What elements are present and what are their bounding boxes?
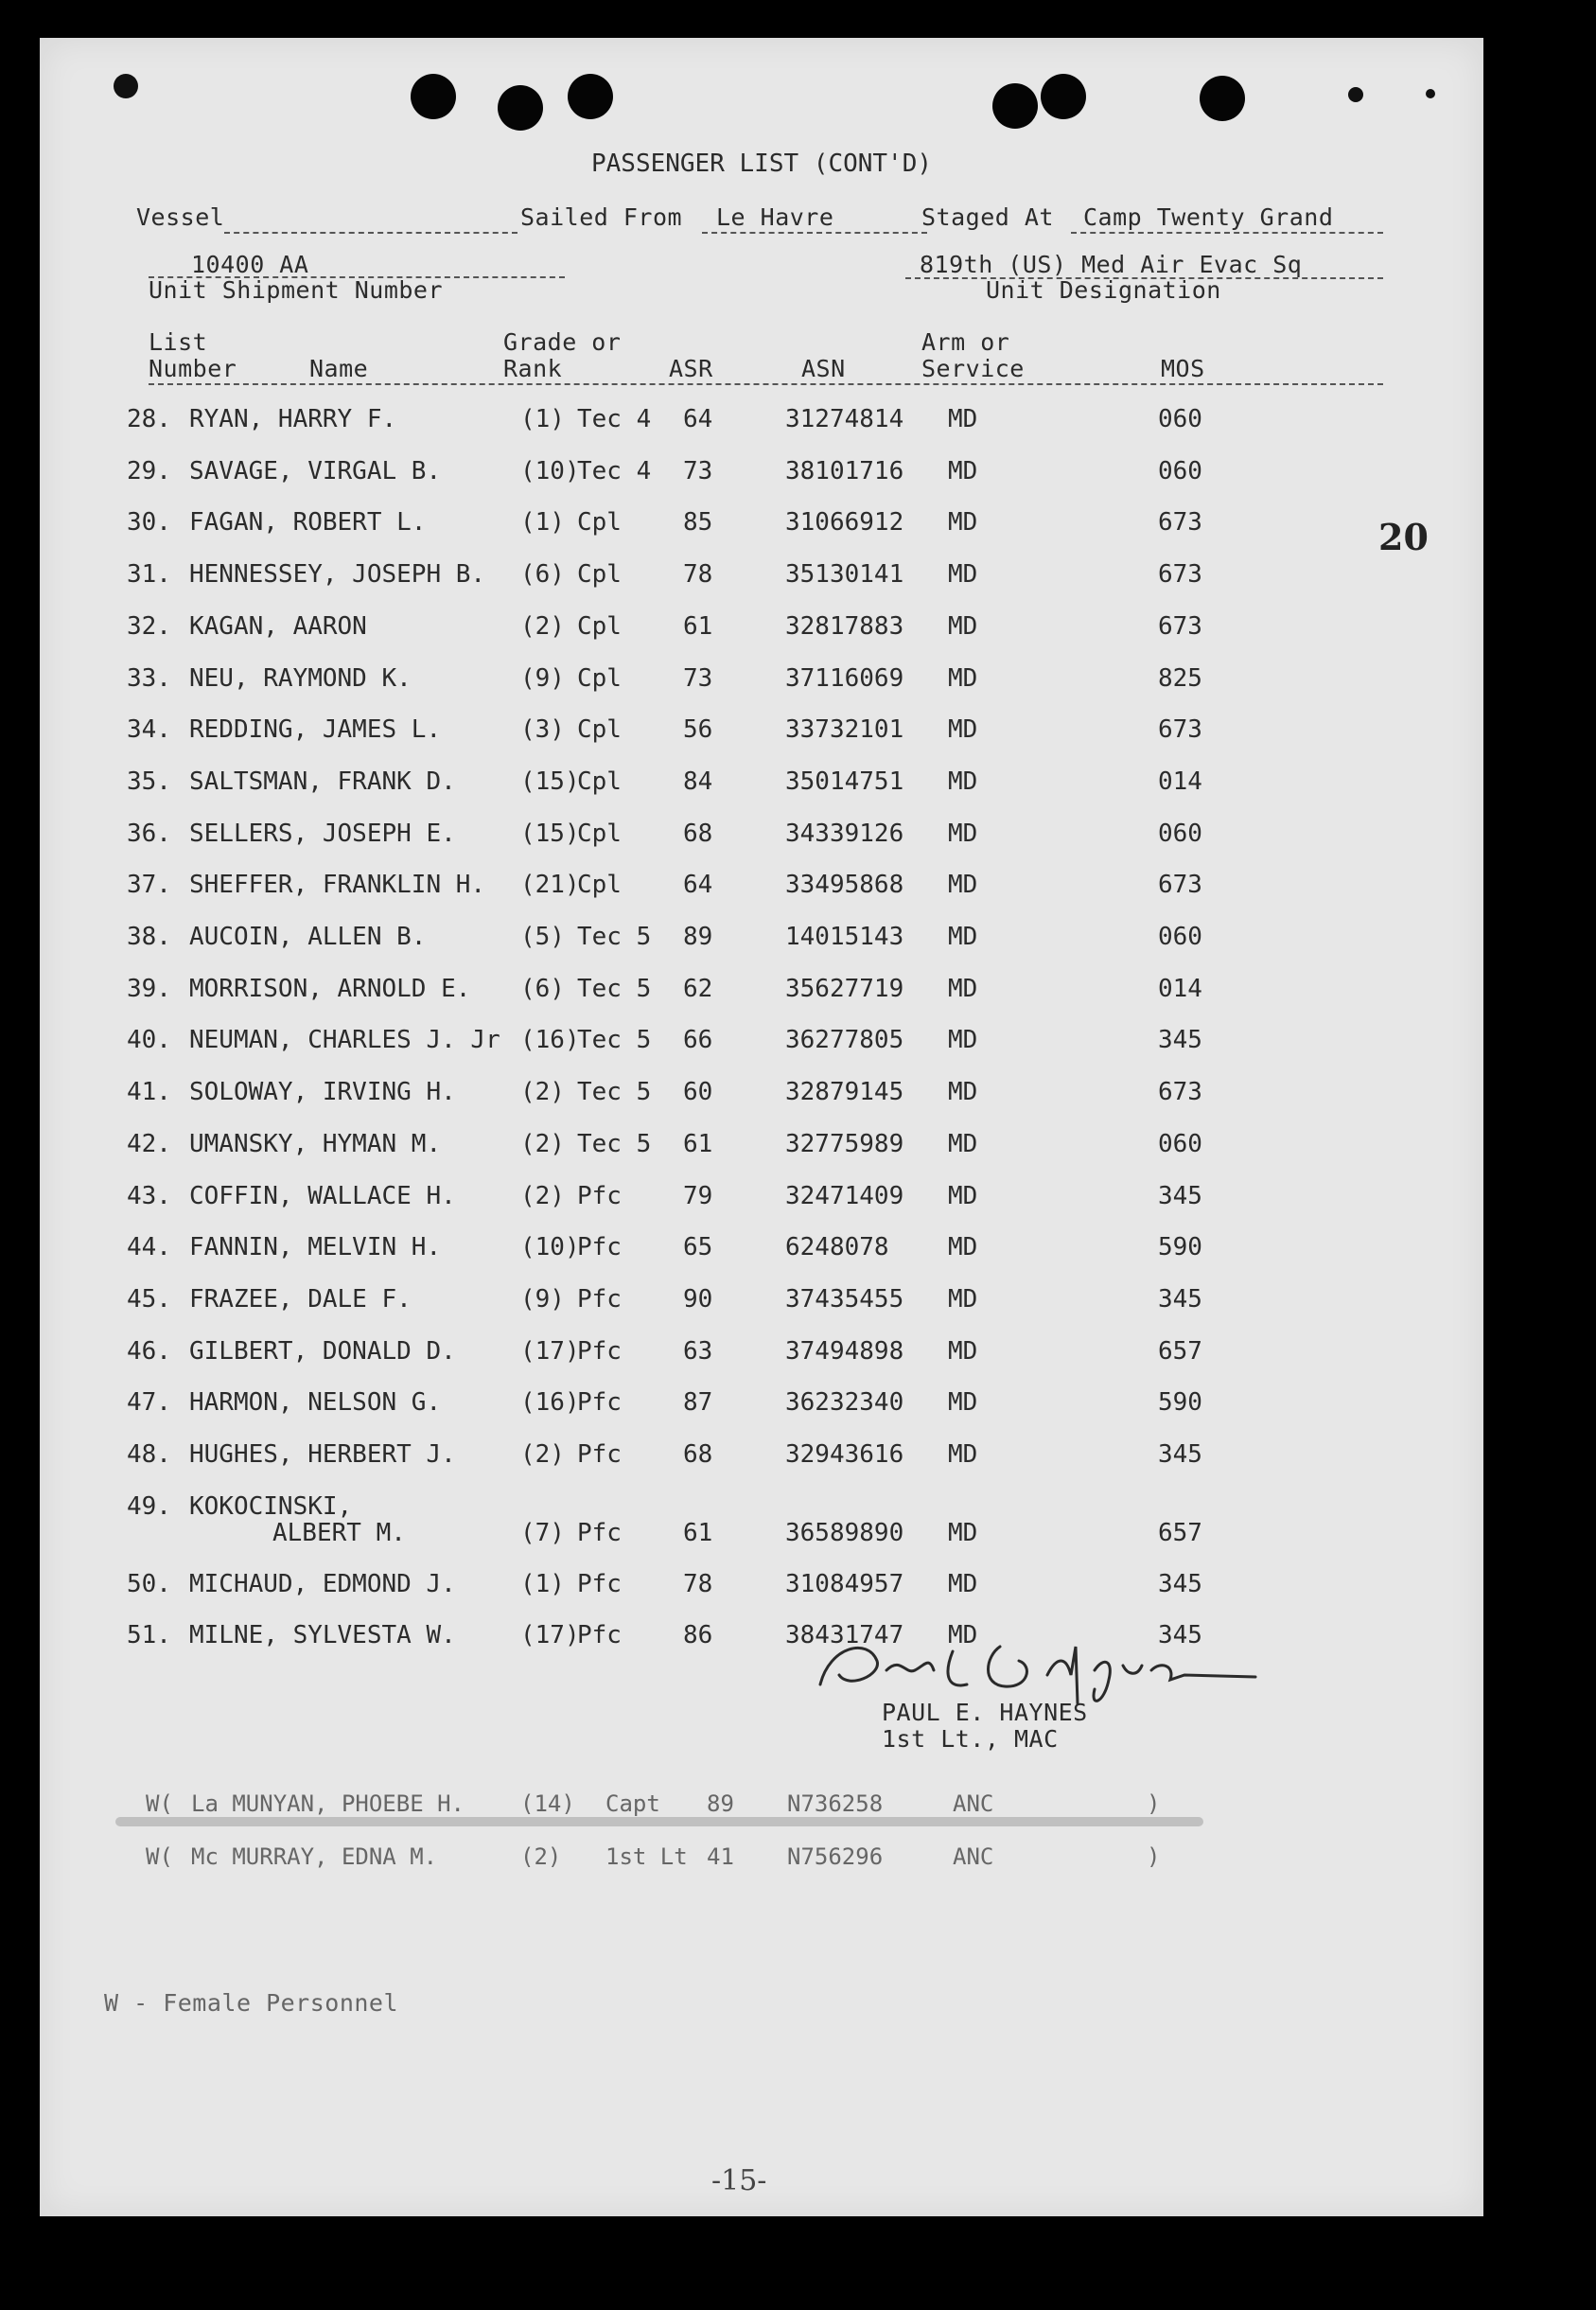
table-row xyxy=(40,975,1483,1013)
cell-asn: 32879145 xyxy=(785,1078,904,1107)
ink-speck xyxy=(114,74,138,98)
cell-grade: Pfc xyxy=(577,1440,622,1469)
table-row xyxy=(40,457,1483,495)
cell-paren: (10) xyxy=(520,1233,580,1262)
cell-asr: 60 xyxy=(683,1078,713,1107)
cell-grade: Pfc xyxy=(577,1181,622,1210)
cell-paren: (17) xyxy=(520,1336,580,1366)
table-row xyxy=(40,1440,1483,1478)
cell-arm: MD xyxy=(948,1233,978,1262)
cell-mos: 345 xyxy=(1158,1026,1202,1055)
footnote: W - Female Personnel xyxy=(104,1989,399,2017)
cell-name: RYAN, HARRY F. xyxy=(189,405,397,433)
female-cell-grade: 1st Lt xyxy=(605,1843,688,1870)
cell-paren: (1) xyxy=(520,508,565,538)
cell-num: 40. xyxy=(127,1026,171,1055)
cell-num: 32. xyxy=(127,611,171,641)
female-cell-asn: N736258 xyxy=(787,1790,884,1817)
cell-arm: MD xyxy=(948,1336,978,1366)
cell-asr: 61 xyxy=(683,611,713,641)
cell-num: 48. xyxy=(127,1440,171,1469)
passenger-name-continued: ALBERT M. xyxy=(272,1518,406,1547)
cell-num: 50. xyxy=(127,1569,171,1598)
cell-arm: MD xyxy=(948,871,978,900)
cell-asr: 64 xyxy=(683,871,713,900)
staged-at-label: Staged At xyxy=(921,203,1054,231)
cell-paren: (2) xyxy=(520,1129,565,1158)
cell-grade: Cpl xyxy=(577,663,622,693)
cell-asn: 37494898 xyxy=(785,1336,904,1366)
cell-num: 28. xyxy=(127,405,171,433)
cell-name: GILBERT, DONALD D. xyxy=(189,1336,456,1366)
female-cell-close: ) xyxy=(1147,1790,1161,1817)
female-cell-grade: Capt xyxy=(605,1790,660,1817)
cell-paren: (9) xyxy=(520,663,565,693)
table-row xyxy=(40,1130,1483,1168)
cell-paren: (2) xyxy=(520,611,565,641)
cell-asr: 87 xyxy=(683,1388,713,1418)
cell-name: UMANSKY, HYMAN M. xyxy=(189,1129,442,1158)
cell-arm: MD xyxy=(948,1129,978,1158)
sailed-from-label: Sailed From xyxy=(520,203,683,231)
cell-paren: (16) xyxy=(520,1026,580,1055)
cell-name: MILNE, SYLVESTA W. xyxy=(189,1621,456,1650)
col-arm-1: Arm or xyxy=(921,328,1010,356)
cell-grade: Pfc xyxy=(577,1233,622,1262)
cell-mos: 345 xyxy=(1158,1284,1202,1314)
col-list-number-1: List xyxy=(149,328,208,356)
female-cell-close: ) xyxy=(1147,1843,1161,1870)
cell-num: 38. xyxy=(127,923,171,951)
cell-asn: 31084957 xyxy=(785,1569,904,1598)
cell-paren: (1) xyxy=(520,405,565,433)
cell-asr: 68 xyxy=(683,1440,713,1469)
cell-grade: Cpl xyxy=(577,819,622,848)
female-personnel-row xyxy=(40,1790,1483,1828)
female-cell-asr: 89 xyxy=(707,1790,734,1817)
page-marker: 20 xyxy=(1378,516,1429,558)
table-row xyxy=(40,923,1483,961)
cell-asr: 90 xyxy=(683,1284,713,1314)
cell-name: HENNESSEY, JOSEPH B. xyxy=(189,560,486,590)
cell-num: 39. xyxy=(127,974,171,1003)
col-name: Name xyxy=(309,355,369,382)
cell-paren: (17) xyxy=(520,1621,580,1650)
punch-hole xyxy=(498,85,543,131)
cell-asn: 36232340 xyxy=(785,1388,904,1418)
table-row xyxy=(40,1621,1483,1659)
cell-grade: Cpl xyxy=(577,715,622,745)
cell-name: SHEFFER, FRANKLIN H. xyxy=(189,871,486,900)
cell-asr: 61 xyxy=(683,1518,713,1547)
col-grade-1: Grade or xyxy=(503,328,622,356)
cell-mos: 060 xyxy=(1158,405,1202,433)
cell-arm: MD xyxy=(948,819,978,848)
cell-arm: MD xyxy=(948,1621,978,1650)
cell-num: 46. xyxy=(127,1336,171,1366)
cell-mos: 345 xyxy=(1158,1181,1202,1210)
female-cell-prefix: W( xyxy=(146,1843,173,1870)
cell-mos: 060 xyxy=(1158,1129,1202,1158)
cell-asr: 79 xyxy=(683,1181,713,1210)
cell-arm: MD xyxy=(948,1440,978,1469)
table-row xyxy=(40,871,1483,908)
table-row xyxy=(40,820,1483,857)
ink-speck xyxy=(1348,87,1363,102)
cell-mos: 657 xyxy=(1158,1518,1202,1547)
cell-asr: 63 xyxy=(683,1336,713,1366)
cell-asn: 38431747 xyxy=(785,1621,904,1650)
female-cell-paren: (2) xyxy=(520,1843,562,1870)
unit-shipment-number-label: Unit Shipment Number xyxy=(149,276,444,304)
cell-arm: MD xyxy=(948,611,978,641)
cell-paren: (3) xyxy=(520,715,565,745)
cell-asn: 33495868 xyxy=(785,871,904,900)
cell-arm: MD xyxy=(948,923,978,951)
cell-asr: 78 xyxy=(683,560,713,590)
cell-arm: MD xyxy=(948,715,978,745)
table-row xyxy=(40,508,1483,546)
signature-title: 1st Lt., MAC xyxy=(882,1725,1059,1753)
table-row xyxy=(40,612,1483,650)
cell-asr: 73 xyxy=(683,456,713,485)
cell-name: HUGHES, HERBERT J. xyxy=(189,1440,456,1469)
vessel-underline xyxy=(224,232,517,234)
female-cell-arm: ANC xyxy=(953,1843,994,1870)
cell-name: SALTSMAN, FRANK D. xyxy=(189,767,456,796)
table-row xyxy=(40,1337,1483,1375)
cell-grade: Pfc xyxy=(577,1388,622,1418)
cell-num: 47. xyxy=(127,1388,171,1418)
cell-grade: Cpl xyxy=(577,508,622,538)
cell-asn: 31066912 xyxy=(785,508,904,538)
cell-paren: (5) xyxy=(520,923,565,951)
cell-asn: 6248078 xyxy=(785,1233,889,1262)
cell-grade: Tec 5 xyxy=(577,1078,652,1107)
cell-asn: 37435455 xyxy=(785,1284,904,1314)
cell-mos: 060 xyxy=(1158,819,1202,848)
cell-asn: 14015143 xyxy=(785,923,904,951)
cell-name: MICHAUD, EDMOND J. xyxy=(189,1569,456,1598)
cell-num: 44. xyxy=(127,1233,171,1262)
punch-hole xyxy=(568,74,613,119)
cell-asn: 35130141 xyxy=(785,560,904,590)
table-row xyxy=(40,664,1483,702)
cell-arm: MD xyxy=(948,1181,978,1210)
cell-num: 33. xyxy=(127,663,171,693)
cell-asr: 62 xyxy=(683,974,713,1003)
cell-paren: (2) xyxy=(520,1181,565,1210)
cell-mos: 060 xyxy=(1158,456,1202,485)
table-row xyxy=(40,1388,1483,1426)
unit-shipment-number-value: 10400 AA xyxy=(191,251,309,278)
cell-grade: Pfc xyxy=(577,1621,622,1650)
cell-paren: (15) xyxy=(520,819,580,848)
cell-mos: 673 xyxy=(1158,1078,1202,1107)
punch-hole xyxy=(411,74,456,119)
cell-asr: 64 xyxy=(683,405,713,433)
cell-asr: 68 xyxy=(683,819,713,848)
cell-mos: 673 xyxy=(1158,871,1202,900)
cell-mos: 014 xyxy=(1158,767,1202,796)
cell-grade: Tec 5 xyxy=(577,1026,652,1055)
cell-paren: (7) xyxy=(520,1518,565,1547)
table-row xyxy=(40,1233,1483,1271)
cell-arm: MD xyxy=(948,1518,978,1547)
cell-asn: 37116069 xyxy=(785,663,904,693)
cell-paren: (10) xyxy=(520,456,580,485)
cell-mos: 657 xyxy=(1158,1336,1202,1366)
cell-name: FRAZEE, DALE F. xyxy=(189,1284,412,1314)
cell-arm: MD xyxy=(948,1569,978,1598)
cell-asr: 89 xyxy=(683,923,713,951)
cell-paren: (2) xyxy=(520,1440,565,1469)
female-personnel-row xyxy=(40,1843,1483,1881)
cell-grade: Cpl xyxy=(577,871,622,900)
table-row xyxy=(40,560,1483,598)
cell-arm: MD xyxy=(948,456,978,485)
cell-asn: 32471409 xyxy=(785,1181,904,1210)
cell-name: FAGAN, ROBERT L. xyxy=(189,508,427,538)
cell-name: SELLERS, JOSEPH E. xyxy=(189,819,456,848)
cell-asr: 78 xyxy=(683,1569,713,1598)
unit-designation-underline xyxy=(905,277,1383,279)
cell-paren: (6) xyxy=(520,560,565,590)
cell-num: 34. xyxy=(127,715,171,745)
cell-arm: MD xyxy=(948,663,978,693)
table-row xyxy=(40,715,1483,753)
table-row xyxy=(40,767,1483,805)
cell-mos: 825 xyxy=(1158,663,1202,693)
cell-asr: 65 xyxy=(683,1233,713,1262)
cell-grade: Tec 5 xyxy=(577,923,652,951)
cell-num: 43. xyxy=(127,1181,171,1210)
cell-num: 42. xyxy=(127,1129,171,1158)
cell-mos: 673 xyxy=(1158,560,1202,590)
table-row xyxy=(40,1078,1483,1116)
cell-arm: MD xyxy=(948,405,978,433)
cell-paren: (2) xyxy=(520,1078,565,1107)
cell-grade: Cpl xyxy=(577,767,622,796)
punch-hole xyxy=(1041,74,1086,119)
cell-arm: MD xyxy=(948,974,978,1003)
cell-asn: 38101716 xyxy=(785,456,904,485)
cell-paren: (21) xyxy=(520,871,580,900)
cell-grade: Pfc xyxy=(577,1569,622,1598)
cell-asn: 32775989 xyxy=(785,1129,904,1158)
cell-arm: MD xyxy=(948,560,978,590)
table-row xyxy=(40,1491,1483,1547)
cell-num: 37. xyxy=(127,871,171,900)
cell-asn: 36589890 xyxy=(785,1518,904,1547)
cell-paren: (1) xyxy=(520,1569,565,1598)
cell-grade: Cpl xyxy=(577,611,622,641)
cell-name: SOLOWAY, IRVING H. xyxy=(189,1078,456,1107)
unit-designation-value: 819th (US) Med Air Evac Sq xyxy=(920,251,1303,278)
cell-asr: 56 xyxy=(683,715,713,745)
table-row xyxy=(40,1026,1483,1064)
document-page xyxy=(40,38,1483,2216)
sailed-from-underline xyxy=(702,232,927,234)
cell-asn: 32817883 xyxy=(785,611,904,641)
cell-mos: 014 xyxy=(1158,974,1202,1003)
vessel-label: Vessel xyxy=(136,203,225,231)
cell-arm: MD xyxy=(948,1026,978,1055)
col-mos: MOS xyxy=(1161,355,1205,382)
cell-paren: (16) xyxy=(520,1388,580,1418)
cell-arm: MD xyxy=(948,1388,978,1418)
cell-name: COFFIN, WALLACE H. xyxy=(189,1181,456,1210)
table-row xyxy=(40,1570,1483,1608)
col-asr: ASR xyxy=(669,355,713,382)
cell-name: NEUMAN, CHARLES J. Jr xyxy=(189,1026,500,1055)
cell-grade: Pfc xyxy=(577,1336,622,1366)
female-cell-arm: ANC xyxy=(953,1790,994,1817)
cell-asr: 86 xyxy=(683,1621,713,1650)
cell-mos: 673 xyxy=(1158,715,1202,745)
cell-mos: 590 xyxy=(1158,1233,1202,1262)
cell-num: 35. xyxy=(127,767,171,796)
cell-num: 29. xyxy=(127,456,171,485)
cell-asn: 32943616 xyxy=(785,1440,904,1469)
cell-mos: 345 xyxy=(1158,1621,1202,1650)
column-header-underline xyxy=(149,383,1383,385)
cell-asr: 61 xyxy=(683,1129,713,1158)
col-grade-2: Rank xyxy=(503,355,563,382)
cell-paren: (15) xyxy=(520,767,580,796)
cell-name: FANNIN, MELVIN H. xyxy=(189,1233,442,1262)
cell-grade: Pfc xyxy=(577,1284,622,1314)
cell-asr: 66 xyxy=(683,1026,713,1055)
cell-mos: 345 xyxy=(1158,1569,1202,1598)
col-asn: ASN xyxy=(801,355,846,382)
cell-arm: MD xyxy=(948,1284,978,1314)
cell-grade: Tec 4 xyxy=(577,405,652,433)
cell-paren: (6) xyxy=(520,974,565,1003)
cell-arm: MD xyxy=(948,1078,978,1107)
cell-mos: 060 xyxy=(1158,923,1202,951)
cell-asn: 31274814 xyxy=(785,405,904,433)
staged-at-value: Camp Twenty Grand xyxy=(1083,203,1334,231)
cell-grade: Cpl xyxy=(577,560,622,590)
punch-hole xyxy=(992,83,1038,129)
cell-mos: 590 xyxy=(1158,1388,1202,1418)
staged-at-underline xyxy=(1071,232,1383,234)
cell-name: NEU, RAYMOND K. xyxy=(189,663,412,693)
table-row xyxy=(40,1285,1483,1323)
cell-mos: 673 xyxy=(1158,611,1202,641)
cell-num: 36. xyxy=(127,819,171,848)
cell-num: 41. xyxy=(127,1078,171,1107)
cell-name: KAGAN, AARON xyxy=(189,611,367,641)
cell-asn: 35627719 xyxy=(785,974,904,1003)
table-row xyxy=(40,405,1483,443)
unit-shipment-underline xyxy=(149,276,565,278)
punch-hole xyxy=(1200,76,1245,121)
cell-mos: 345 xyxy=(1158,1440,1202,1469)
female-cell-prefix: W( xyxy=(146,1790,173,1817)
cell-paren: (9) xyxy=(520,1284,565,1314)
cell-name: REDDING, JAMES L. xyxy=(189,715,442,745)
female-cell-name: La MUNYAN, PHOEBE H. xyxy=(191,1790,465,1817)
cell-grade: Tec 5 xyxy=(577,974,652,1003)
cell-asn: 36277805 xyxy=(785,1026,904,1055)
cell-name: HARMON, NELSON G. xyxy=(189,1388,442,1418)
female-cell-asr: 41 xyxy=(707,1843,734,1870)
signature-name: PAUL E. HAYNES xyxy=(882,1699,1088,1726)
col-list-number-2: Number xyxy=(149,355,237,382)
cell-num: 49. xyxy=(127,1491,171,1521)
cell-num: 51. xyxy=(127,1621,171,1650)
cell-grade: Tec 5 xyxy=(577,1129,652,1158)
cell-mos: 673 xyxy=(1158,508,1202,538)
cell-asn: 33732101 xyxy=(785,715,904,745)
cell-arm: MD xyxy=(948,508,978,538)
cell-asn: 34339126 xyxy=(785,819,904,848)
page-number: -15- xyxy=(711,2164,767,2197)
cell-num: 31. xyxy=(127,560,171,590)
col-arm-2: Service xyxy=(921,355,1025,382)
female-cell-asn: N756296 xyxy=(787,1843,884,1870)
cell-asr: 73 xyxy=(683,663,713,693)
cell-num: 30. xyxy=(127,508,171,538)
unit-designation-label: Unit Designation xyxy=(986,276,1221,304)
cell-asr: 84 xyxy=(683,767,713,796)
cell-num: 45. xyxy=(127,1284,171,1314)
cell-asr: 85 xyxy=(683,508,713,538)
ink-speck xyxy=(1426,89,1435,98)
cell-name: MORRISON, ARNOLD E. xyxy=(189,974,471,1003)
table-row xyxy=(40,1182,1483,1220)
sailed-from-value: Le Havre xyxy=(716,203,834,231)
cell-arm: MD xyxy=(948,767,978,796)
cell-name: SAVAGE, VIRGAL B. xyxy=(189,456,442,485)
cell-asn: 35014751 xyxy=(785,767,904,796)
female-cell-paren: (14) xyxy=(520,1790,575,1817)
passenger-name: KOKOCINSKI, xyxy=(189,1491,353,1521)
document-title: PASSENGER LIST (CONT'D) xyxy=(590,150,933,178)
cell-grade: Tec 4 xyxy=(577,456,652,485)
female-cell-name: Mc MURRAY, EDNA M. xyxy=(191,1843,438,1870)
cell-grade: Pfc xyxy=(577,1518,622,1547)
cell-name: AUCOIN, ALLEN B. xyxy=(189,923,427,951)
